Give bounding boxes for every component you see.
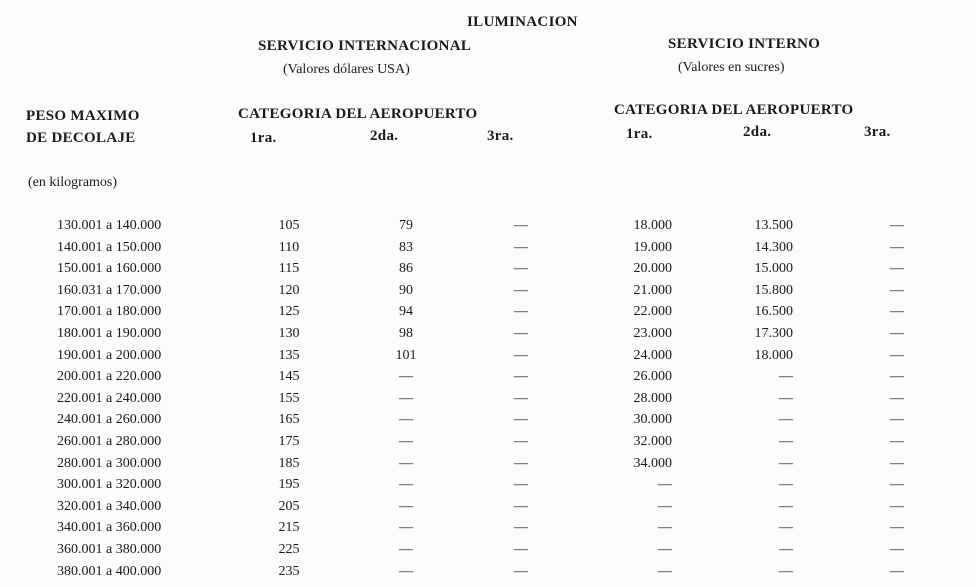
domestic-cat-3-value: — <box>890 498 904 514</box>
intl-cat-1-value: 215 <box>278 520 300 536</box>
domestic-cat-3-value: — <box>890 326 904 341</box>
weight-range: 320.001 a 340.000 <box>57 498 162 514</box>
domestic-cat-3-value: — <box>890 563 904 579</box>
domestic-cat-3-value: — <box>890 304 904 320</box>
domestic-cat-1-value: 23.000 <box>633 326 672 341</box>
domestic-cat-3-value: — <box>890 390 904 406</box>
intl-cat-3-value: — <box>514 477 528 493</box>
domestic-cat-3-value: — <box>890 261 904 277</box>
weight-range: 300.001 a 320.000 <box>57 477 162 493</box>
weight-range: 150.001 a 160.000 <box>57 261 162 277</box>
weight-range: 360.001 a 380.000 <box>57 542 162 557</box>
domestic-cat-2-value: 17.300 <box>754 326 793 341</box>
weight-range: 160.031 a 170.000 <box>57 282 162 298</box>
intl-cat-3-value: — <box>514 239 528 255</box>
weight-header-line1: PESO MAXIMO <box>26 108 140 124</box>
document-title: ILUMINACION <box>467 14 578 30</box>
intl-cat-3-value: — <box>514 434 528 449</box>
domestic-cat-1-value: 21.000 <box>633 282 672 298</box>
weight-range: 170.001 a 180.000 <box>57 304 162 320</box>
intl-cat-2-value: — <box>399 542 413 557</box>
intl-category-header: CATEGORIA DEL AEROPUERTO <box>238 106 478 122</box>
intl-cat-3-value: — <box>514 563 528 579</box>
intl-cat-1-value: 105 <box>278 218 300 233</box>
intl-cat-2-value: 86 <box>399 261 413 277</box>
intl-cat-1-value: 185 <box>278 455 300 471</box>
domestic-cat-1-value: 20.000 <box>633 261 672 277</box>
unit-note: (en kilogramos) <box>28 175 118 190</box>
intl-cat-1-value: 145 <box>278 369 300 385</box>
domestic-cat-2-label: 2da. <box>743 124 772 140</box>
domestic-cat-3-value: — <box>890 434 904 449</box>
weight-range: 200.001 a 220.000 <box>57 369 162 385</box>
domestic-cat-1-value: — <box>658 477 672 493</box>
intl-cat-2-value: — <box>399 434 413 449</box>
intl-cat-1-value: 130 <box>278 326 300 341</box>
domestic-cat-1-value: 34.000 <box>633 455 672 471</box>
domestic-cat-2-value: — <box>779 434 793 449</box>
weight-range: 180.001 a 190.000 <box>57 326 162 341</box>
domestic-cat-3-value: — <box>890 477 904 493</box>
intl-cat-3-value: — <box>514 542 528 557</box>
domestic-category-header: CATEGORIA DEL AEROPUERTO <box>614 102 854 118</box>
intl-cat-1-value: 155 <box>278 390 300 406</box>
domestic-cat-2-value: 14.300 <box>754 239 793 255</box>
intl-cat-1-value: 195 <box>278 477 300 493</box>
intl-cat-2-value: 94 <box>399 304 413 320</box>
intl-cat-2-value: 90 <box>399 282 413 298</box>
intl-cat-3-value: — <box>514 390 528 406</box>
intl-cat-2-value: — <box>399 369 413 385</box>
weight-range: 340.001 a 360.000 <box>57 520 162 536</box>
domestic-cat-1-value: — <box>658 563 672 579</box>
intl-cat-1-value: 125 <box>278 304 300 320</box>
intl-cat-3-value: — <box>514 455 528 471</box>
intl-cat-2-value: 79 <box>399 218 413 233</box>
domestic-cat-2-value: — <box>779 369 793 385</box>
intl-cat-2-value: 101 <box>395 347 417 363</box>
domestic-cat-1-value: 32.000 <box>633 434 672 449</box>
intl-cat-1-value: 110 <box>278 239 300 255</box>
intl-cat-1-value: 225 <box>278 542 300 557</box>
domestic-cat-1-value: — <box>658 520 672 536</box>
domestic-cat-3-value: — <box>890 542 904 557</box>
intl-cat-2-value: — <box>399 520 413 536</box>
intl-cat-2-label: 2da. <box>370 128 399 144</box>
intl-cat-3-value: — <box>514 261 528 277</box>
domestic-cat-2-value: — <box>779 455 793 471</box>
weight-range: 380.001 a 400.000 <box>57 563 162 579</box>
domestic-cat-2-value: 13.500 <box>754 218 793 233</box>
intl-cat-3-value: — <box>514 326 528 341</box>
domestic-service-title: SERVICIO INTERNO <box>668 36 821 52</box>
domestic-cat-2-value: 15.800 <box>754 282 793 298</box>
domestic-cat-2-value: — <box>779 412 793 428</box>
intl-cat-2-value: — <box>399 498 413 514</box>
weight-range: 220.001 a 240.000 <box>57 390 162 406</box>
domestic-cat-3-value: — <box>890 239 904 255</box>
domestic-cat-1-value: 18.000 <box>633 218 672 233</box>
domestic-cat-3-value: — <box>890 520 904 536</box>
domestic-cat-1-value: 26.000 <box>633 369 672 385</box>
intl-cat-1-value: 165 <box>278 412 300 428</box>
intl-cat-3-value: — <box>514 412 528 428</box>
intl-cat-3-label: 3ra. <box>487 128 514 144</box>
intl-service-subtitle: (Valores dólares USA) <box>283 62 410 77</box>
intl-cat-1-value: 205 <box>278 498 300 514</box>
domestic-cat-3-label: 3ra. <box>864 124 891 140</box>
weight-header-line2: DE DECOLAJE <box>26 130 136 146</box>
intl-cat-1-value: 135 <box>278 347 300 363</box>
domestic-cat-1-value: 30.000 <box>633 412 672 428</box>
domestic-cat-2-value: — <box>779 477 793 493</box>
domestic-cat-2-value: 18.000 <box>754 347 793 363</box>
intl-cat-1-value: 175 <box>278 434 300 449</box>
domestic-cat-2-value: — <box>779 563 793 579</box>
intl-cat-1-value: 235 <box>278 563 300 579</box>
domestic-cat-1-value: 24.000 <box>633 347 672 363</box>
weight-range: 260.001 a 280.000 <box>57 434 162 449</box>
weight-range: 130.001 a 140.000 <box>57 218 162 233</box>
intl-cat-3-value: — <box>514 304 528 320</box>
weight-range: 280.001 a 300.000 <box>57 455 162 471</box>
intl-cat-1-value: 120 <box>278 282 300 298</box>
domestic-cat-3-value: — <box>890 347 904 363</box>
intl-cat-2-value: — <box>399 412 413 428</box>
domestic-cat-1-value: 28.000 <box>633 390 672 406</box>
intl-cat-3-value: — <box>514 498 528 514</box>
domestic-cat-2-value: 16.500 <box>754 304 793 320</box>
domestic-cat-1-label: 1ra. <box>626 126 653 142</box>
intl-cat-3-value: — <box>514 282 528 298</box>
intl-cat-2-value: — <box>399 563 413 579</box>
domestic-service-subtitle: (Valores en sucres) <box>678 60 785 75</box>
domestic-cat-1-value: 19.000 <box>633 239 672 255</box>
domestic-cat-2-value: — <box>779 390 793 406</box>
domestic-cat-1-value: — <box>658 542 672 557</box>
domestic-cat-3-value: — <box>890 455 904 471</box>
intl-cat-2-value: — <box>399 455 413 471</box>
domestic-cat-3-value: — <box>890 218 904 233</box>
intl-cat-3-value: — <box>514 218 528 233</box>
intl-cat-2-value: 83 <box>399 239 413 255</box>
intl-cat-3-value: — <box>514 369 528 385</box>
intl-cat-3-value: — <box>514 520 528 536</box>
domestic-cat-3-value: — <box>890 282 904 298</box>
domestic-cat-2-value: — <box>779 542 793 557</box>
domestic-cat-1-value: 22.000 <box>633 304 672 320</box>
intl-service-title: SERVICIO INTERNACIONAL <box>258 38 472 54</box>
domestic-cat-3-value: — <box>890 369 904 385</box>
weight-range: 190.001 a 200.000 <box>57 347 162 363</box>
domestic-cat-2-value: 15.000 <box>754 261 793 277</box>
domestic-cat-2-value: — <box>779 520 793 536</box>
domestic-cat-3-value: — <box>890 412 904 428</box>
weight-range: 140.001 a 150.000 <box>57 239 162 255</box>
intl-cat-2-value: — <box>399 477 413 493</box>
domestic-cat-1-value: — <box>658 498 672 514</box>
intl-cat-2-value: — <box>399 390 413 406</box>
intl-cat-3-value: — <box>514 347 528 363</box>
intl-cat-1-label: 1ra. <box>250 130 277 146</box>
intl-cat-2-value: 98 <box>399 326 413 341</box>
intl-cat-1-value: 115 <box>278 261 300 277</box>
weight-range: 240.001 a 260.000 <box>57 412 162 428</box>
domestic-cat-2-value: — <box>779 498 793 514</box>
